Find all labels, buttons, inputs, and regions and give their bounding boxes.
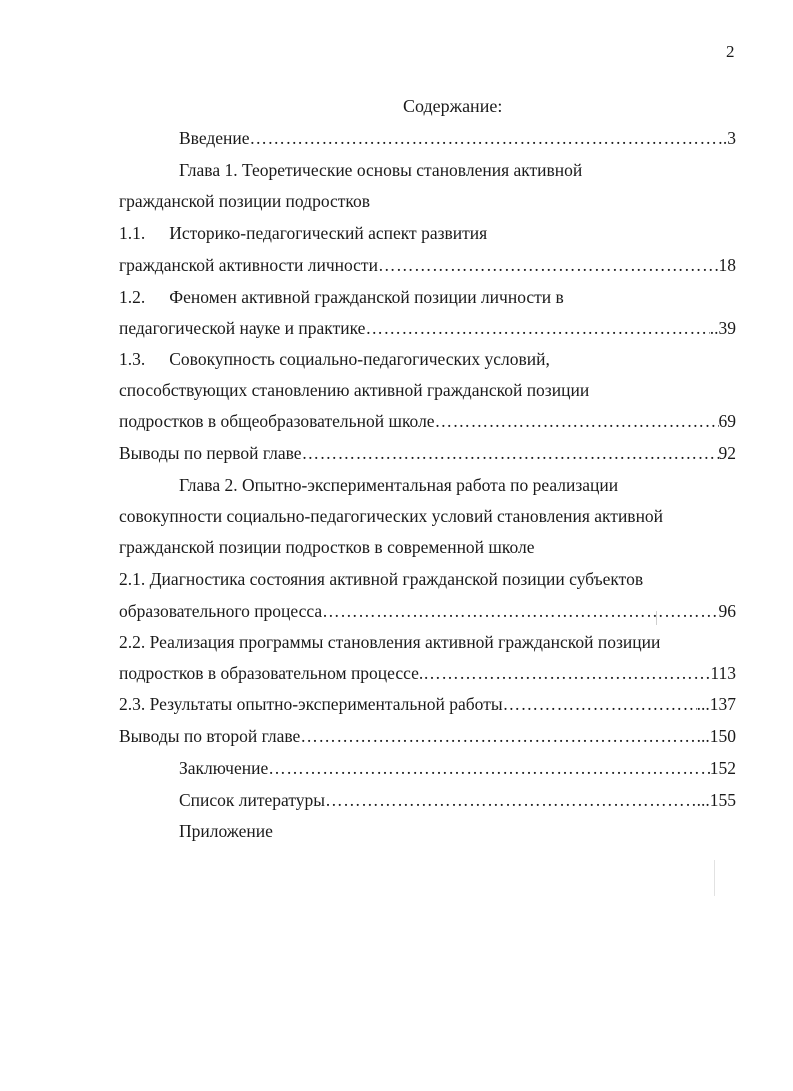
dot-leader — [435, 411, 719, 432]
page-number: 2 — [726, 42, 735, 61]
dot-leader — [325, 790, 697, 811]
dot-leader — [423, 663, 710, 684]
section-number: 1.2. — [119, 287, 146, 307]
toc-entry-1-3-line-3 — [119, 411, 736, 432]
toc-entry-label: образовательного процесса — [119, 601, 323, 621]
toc-entry-references — [179, 790, 736, 811]
toc-entry-label: педагогической науке и практике — [119, 318, 366, 338]
dot-leader — [302, 443, 719, 464]
chapter-2-heading-line-1: Глава 2. Опытно-экспериментальная работа по реализации — [179, 475, 619, 495]
toc-entry-conclusion — [179, 758, 736, 779]
section-number: 1.1. — [119, 223, 146, 243]
toc-page-number: 92 — [718, 443, 736, 463]
toc-entry-2-2-line-2 — [119, 663, 736, 684]
toc-entry-1-1-line-1 — [119, 223, 487, 244]
toc-page-number: 152 — [709, 758, 736, 778]
toc-entry-label: подростков в общеобразовательной школе — [119, 411, 435, 431]
toc-entry-1-2-line-1 — [119, 287, 564, 308]
section-title: Совокупность социально-педагогических условий, — [169, 349, 550, 369]
toc-page-number: 96 — [718, 601, 736, 621]
toc-entry-2-1-line-2 — [119, 601, 736, 622]
toc-entry-label: Список литературы — [179, 790, 326, 810]
dot-leader — [378, 255, 719, 276]
toc-entry-2-1-line-1: 2.1. Диагностика состояния активной гражданской позиции субъектов — [119, 569, 644, 589]
section-title: Феномен активной гражданской позиции личности в — [169, 287, 564, 307]
scan-artifact — [714, 860, 715, 896]
toc-page-number: ...150 — [696, 726, 736, 746]
toc-entry-label: Выводы по первой главе — [119, 443, 302, 463]
section-title: Историко-педагогический аспект развития — [169, 223, 488, 243]
toc-entry-2-2-line-1: 2.2. Реализация программы становления активной гражданской позиции — [119, 632, 661, 652]
toc-page-number: 18 — [718, 255, 736, 275]
scan-artifact — [656, 611, 657, 625]
toc-entry-2-3 — [119, 694, 736, 715]
toc-entry-chapter-2-conclusions — [119, 726, 736, 747]
toc-entry-label: Введение — [179, 128, 250, 148]
toc-entry-label: подростков в образовательном процессе. — [119, 663, 424, 683]
toc-page-number: ..39 — [709, 318, 736, 338]
dot-leader — [322, 601, 718, 622]
toc-page-number: 113 — [710, 663, 736, 683]
toc-page-number: ...137 — [696, 694, 736, 714]
toc-entry-chapter-1-conclusions — [119, 443, 736, 464]
toc-page-number: .3 — [722, 128, 736, 148]
chapter-1-heading-line-1: Глава 1. Теоретические основы становления активной — [179, 160, 583, 180]
chapter-1-heading-line-2: гражданской позиции подростков — [119, 191, 371, 211]
dot-leader — [250, 128, 723, 149]
dot-leader — [300, 726, 696, 747]
section-number: 1.3. — [119, 349, 146, 369]
toc-page-number: ...155 — [696, 790, 736, 810]
toc-entry-label: Выводы по второй главе — [119, 726, 301, 746]
toc-entry-label: Заключение — [179, 758, 269, 778]
toc-entry-intro — [179, 128, 736, 149]
dot-leader — [365, 318, 709, 339]
toc-entry-1-2-line-2 — [119, 318, 736, 339]
chapter-2-heading-line-2: совокупности социально-педагогических условий становления активной — [119, 506, 664, 526]
dot-leader — [268, 758, 710, 779]
toc-entry-appendix: Приложение — [179, 821, 273, 841]
toc-entry-label: 2.3. Результаты опытно-экспериментальной работы — [119, 694, 503, 714]
dot-leader — [503, 694, 697, 715]
toc-entry-label: гражданской активности личности — [119, 255, 378, 275]
chapter-2-heading-line-3: гражданской позиции подростков в современной школе — [119, 537, 535, 557]
toc-entry-1-3-line-1 — [119, 349, 550, 370]
toc-entry-1-1-line-2 — [119, 255, 736, 276]
page-title: Содержание: — [403, 96, 503, 116]
toc-entry-1-3-line-2: способствующих становлению активной гражданской позиции — [119, 380, 590, 400]
toc-page-number: 69 — [718, 411, 736, 431]
